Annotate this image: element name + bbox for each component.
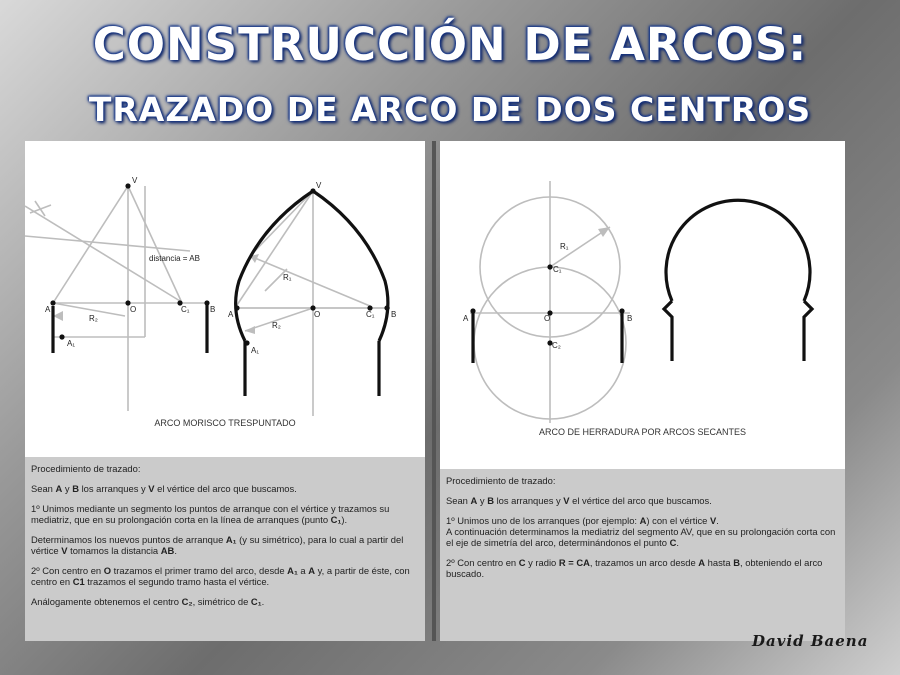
horseshoe-arch-diagram: [440, 141, 845, 469]
right-procedure: [440, 469, 845, 641]
horseshoe-arch: [664, 200, 812, 361]
label-a1: A₁: [67, 339, 76, 348]
radius-arrowhead: [598, 227, 610, 237]
label-v: V: [132, 176, 138, 185]
construction-circles: [470, 181, 633, 423]
right-caption: ARCO DE HERRADURA POR ARCOS SECANTES: [538, 427, 747, 437]
left-caption: ARCO MORISCO TRESPUNTADO: [154, 418, 296, 428]
page-title: CONSTRUCCIÓN DE ARCOS:: [92, 18, 808, 71]
label-c1: C₁: [181, 305, 190, 314]
points-right: [470, 264, 624, 345]
right-step-3: 2º Con centro en C y radio R = CA, trazamos un arco desde A hasta B, obteniendo el arco buscado.: [446, 557, 823, 579]
label-a: A: [45, 305, 51, 314]
left-procedure-title: Procedimiento de trazado:: [31, 463, 141, 474]
label-a: A: [463, 314, 469, 323]
page-subtitle: TRAZADO DE ARCO DE DOS CENTROS: [88, 90, 812, 129]
moorish-arch: [53, 191, 388, 396]
right-step-2: 1º Unimos uno de los arranques (por ejemplo: A) con el vértice V.: [446, 515, 719, 526]
right-step-2b: A continuación determinamos la mediatriz del segmento AV, que en su prolongación corta con el eje de simetría del arco, determinándonos el punto C.: [446, 526, 836, 548]
label-a-right: A: [228, 310, 234, 319]
left-step-3: Determinamos los nuevos puntos de arranque A₁ (y su simétrico), para lo cual a partir del vértice V tomamos la distancia AB.: [31, 534, 404, 556]
label-distance: distancia = AB: [149, 254, 200, 263]
panel-divider: [432, 141, 436, 641]
right-procedure-title: Procedimiento de trazado:: [446, 475, 556, 486]
right-step-1: Sean A y B los arranques y V el vértice del arco que buscamos.: [446, 495, 712, 506]
construction-lines-left: [25, 186, 205, 411]
label-a1-right: A₁: [251, 346, 260, 355]
label-r2: R₂: [89, 314, 98, 323]
left-step-5: Análogamente obtenemos el centro C₂, simétrico de C₁.: [31, 596, 265, 607]
label-o: O: [130, 305, 137, 314]
left-step-1: Sean A y B los arranques y V el vértice del arco que buscamos.: [31, 483, 297, 494]
label-b: B: [627, 314, 633, 323]
author-signature: David Baena: [752, 632, 869, 650]
label-c1: C₁: [553, 265, 562, 274]
label-r2-right: R₂: [272, 321, 281, 330]
points-left: [50, 183, 389, 345]
label-b: B: [210, 305, 216, 314]
label-c2: C₂: [552, 341, 561, 350]
moorish-arch-diagram: [25, 141, 425, 457]
left-step-2: 1º Unimos mediante un segmento los puntos de arranque con el vértice y trazamos su mediatriz, que en su prolongación corta en la línea de arranques (punto C₁).: [31, 503, 390, 525]
right-panel: [440, 141, 845, 641]
left-step-4: 2º Con centro en O trazamos el primer tramo del arco, desde A₁ a A y, a partir de éste, con centro en C1 trazamos el segundo tramo hasta el vértice.: [31, 565, 410, 587]
label-r1-right: R₁: [283, 273, 292, 282]
label-o-right: O: [314, 310, 321, 319]
left-procedure: [25, 457, 425, 641]
label-b-right: B: [391, 310, 397, 319]
construction-lines-right: [235, 191, 390, 416]
left-panel: [25, 141, 425, 641]
label-c1-right: C₁: [366, 310, 375, 319]
label-r1: R₁: [560, 242, 569, 251]
arrowheads-left: [53, 254, 259, 334]
label-o: O: [544, 314, 551, 323]
label-v-right: V: [316, 181, 322, 190]
